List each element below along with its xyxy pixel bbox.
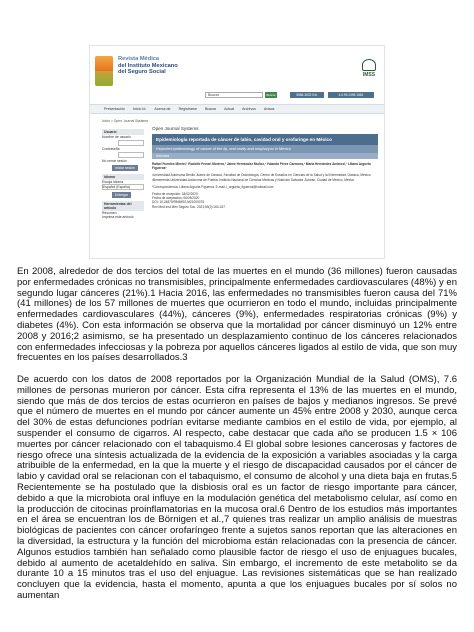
language-label: Escoja idioma (102, 180, 124, 184)
tool-link[interactable]: Imprima este artículo (102, 215, 134, 219)
nav-item[interactable]: Registrarse (178, 107, 197, 111)
search-input[interactable]: Buscar (205, 92, 263, 98)
language-select[interactable]: Español (España) (102, 184, 144, 190)
journal-title-line2: del Instituto Mexicano (118, 62, 178, 69)
body-paragraph: De acuerdo con los datos de 2008 reportados por la Organización Mundial de la Salud (OMS), 7.6 millones de personas murieron por cáncer. Esta cifra representa el 13% de las muertes en el mundo, siendo que más de dos tercios de estas ocurrieron en países de bajos y medianos ingresos. Se prevé que el número de muertes en el mundo por cáncer aumente un 45% entre 2008 y 2030, aunque cerca del 30% de estas defunciones podrían evitarse mediante cambios en el estilo de vida, por ejemplo, al suspender el consumo de cigarros. Al respecto, cabe destacar que cada año se producen 1.5 × 106 muertes por cáncer relacionado con el tabaquismo.4 El global sobre lesiones cancerosas y factores de riesgo ofrece una síntesis actualizada de la evidencia de la exposición a variables asociadas y la carga atribuible de la enfermedad, en la que la muerte y el riesgo de discapacidad causados por el cáncer de labio y cavidad oral se relacionan con el tabaquismo, el consumo de alcohol y una dieta baja en frutas.5 Recientemente se ha postulado que la disbiosis oral es un factor de riesgo importante para cáncer, debido a que la microbiota oral influye en la modulación genética del metabolismo celular, así como en la producción de citocinas proinflamatorias en la mucosa oral.6 Dentro de los estudios más importantes en el área se encuentran los de Börnigen et al.,7 quienes tras realizar un amplio análisis de muestras biológicas de pacientes con cáncer orofaríngeo frente a sujetos sanos reportan que las alteraciones en la diversidad, la estructura y la función del microbioma están relacionadas con la presencia de cáncer. Algunos estudios también han señalado como plausible factor de riesgo el uso de enjuagues bucales, debido al aumento de acetaldehído en saliva. Sin embargo, el incremento de este metabolito se da durante 10 a 15 minutos tras el uso del enjuague. Las revisiones sistemáticas que se han realizado concluyen que la evidencia, hasta el momento, apunta a que los enjuagues bucales por sí solos no aumentan (17, 373, 457, 601)
article-section: Artículos (152, 153, 378, 159)
nav-item[interactable]: Buscar (204, 107, 217, 111)
sidebar (102, 126, 144, 219)
site-name: Open Journal Systems (152, 126, 199, 131)
journal-header (90, 46, 384, 97)
article-doi[interactable]: DOI: 10.24875/RMIMSS.M21000075 (152, 200, 205, 205)
language-submit-button[interactable]: Entregar (112, 192, 131, 198)
article-affiliation: ¹Universidad Autónoma Benito Juárez de Oaxaca, Facultad de Odontología, Centro de Estudios en Ciencias de la Salud y la Enfermedad, Oaxaca, México. ²Benemérita Universidad Autónoma de Puebla, Instituto Nacional de Ciencias Médicas y Nutrición Salvador Zubirán, Ciudad de México, México (152, 173, 372, 182)
main-nav (90, 104, 384, 114)
username-field[interactable] (118, 140, 144, 146)
article-panel (152, 126, 378, 209)
journal-title (118, 56, 178, 76)
search-button[interactable]: Buscar (266, 93, 276, 97)
article-correspondence: *Correspondencia: Liliana Argueta Figueroa. E-mail: l_argueta_figueroa@hotmail.com (152, 184, 274, 189)
document-body (17, 267, 457, 613)
journal-title-line3: del Seguro Social (118, 69, 166, 76)
phone-badge-1: 5586-3632 Ext. (290, 92, 324, 98)
imss-logo (362, 59, 376, 78)
imss-label: IMSS (362, 72, 376, 78)
password-field[interactable] (118, 152, 144, 158)
article-tools-heading: Herramientas del artículo (102, 201, 144, 211)
tool-link[interactable]: Resumen (102, 211, 117, 215)
article-title: Epidemiología reportada de cáncer de labio, cavidad oral y orofaringe en México (152, 134, 378, 145)
sidebar-language-heading: Idioma (102, 174, 144, 180)
article-received: Fecha de recepción: 18/02/2020 (152, 192, 198, 197)
article-citation: Rev Med Inst Mex Seguro Soc. 2021;59(2):160-167 (152, 204, 225, 209)
embedded-screenshot (89, 45, 385, 259)
breadcrumb[interactable]: Inicio > Open Journal Systems (102, 119, 149, 123)
nav-item[interactable]: Presentación (104, 107, 125, 111)
nav-item[interactable]: Acerca de (154, 107, 171, 111)
journal-title-line1: Revista Médica (118, 56, 160, 62)
password-label: Contraseña (102, 147, 120, 151)
nav-item[interactable]: Actual (224, 107, 235, 111)
sidebar-user-heading: Usuario (102, 129, 144, 135)
nav-item[interactable]: Avisos (263, 107, 275, 111)
journal-logo (95, 56, 113, 86)
remember-checkbox-label[interactable]: No cerrar sesión (102, 159, 127, 163)
article-authors: Rafael Fuentes Mimiel,¹ Rodolfo Ferrari Mortera,² Jaime Hernández Muñoz,¹ Yolanda Pérez Carmona,¹ Maria Hernández Ambrosi,¹ Liliana Argueta Figueroa¹ (152, 162, 371, 171)
article-title-english: Reported epidemiology of cancer of the lip, oral cavity and oropharynx in Mexico (152, 145, 378, 153)
article-accepted: Fecha de aceptación: 06/05/2020 (152, 196, 200, 201)
phone-badge-2: 4.5.99.2498 1881 (328, 92, 374, 98)
nav-item[interactable]: Archivos (242, 107, 256, 111)
imss-emblem-icon (362, 59, 376, 71)
login-button[interactable]: Iniciar sesión (112, 165, 138, 171)
username-label: Nombre de usuario (102, 135, 131, 139)
body-paragraph: En 2008, alrededor de dos tercios del total de las muertes en el mundo (36 millones) fueron causadas por enfermedades crónicas no transmisibles, principalmente enfermedades cardiovasculares (48%) y en segundo lugar cánceres (21%).1 Hacia 2016, las enfermedades no transmisibles fueron causa del 71% (41 millones) de los 57 millones de muertes que ocurrieron en todo el mundo, incluidas principalmente enfermedades cardiovasculares (44%), cánceres (9%), enfermedades respiratorias crónicas (9%) y diabetes (4%). Con esta información se observa que la mortalidad por cáncer disminuyó un 12% entre 2008 y 2016;2 asimismo, se ha presentado un desplazamiento continuo de los cánceres relacionados con enfermedades infecciosas y la pobreza por aquellos cánceres ligados al estilo de vida, que son muy frecuentes en los países desarrollados.3 (17, 266, 457, 364)
nav-item[interactable]: Inicio Id. (132, 107, 147, 111)
